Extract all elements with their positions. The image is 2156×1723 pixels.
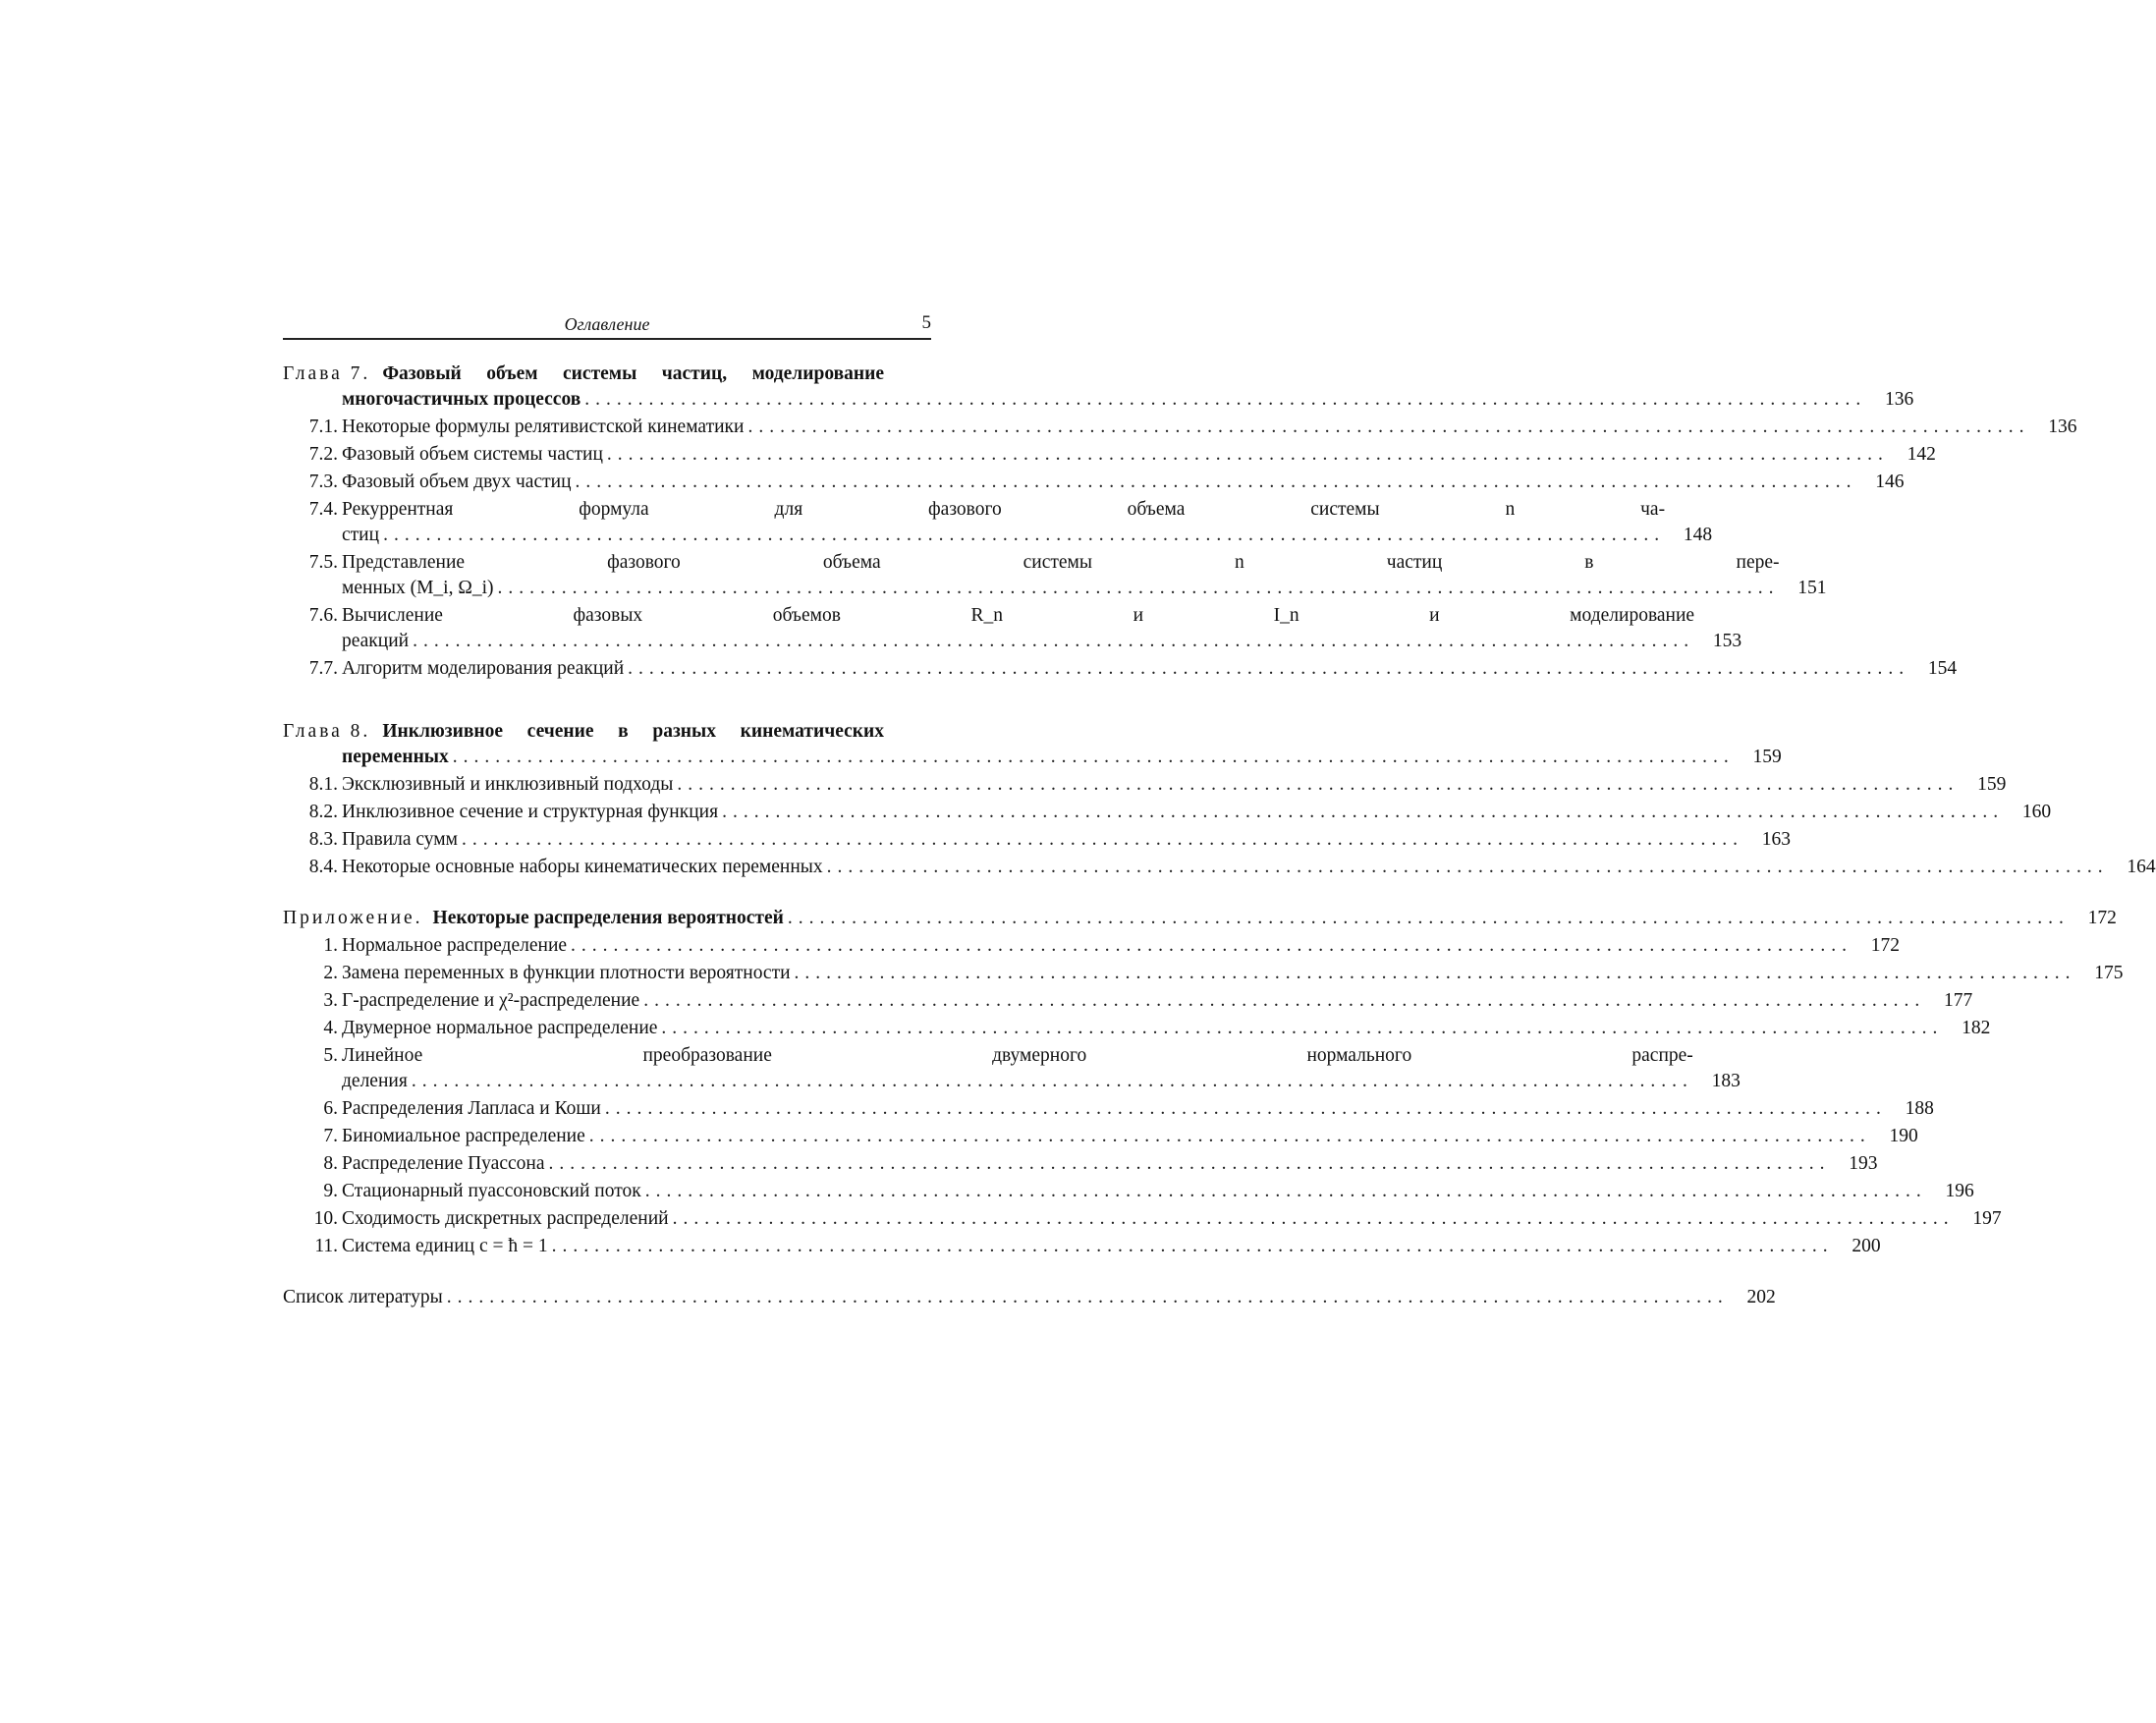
- leader-dots: ........................................................................................................................: [604, 1098, 1887, 1119]
- page-ref: 164: [2127, 857, 2156, 877]
- toc-section[interactable]: [283, 800, 2052, 825]
- section-title: Инклюзивное сечение и структурная функция: [342, 802, 719, 822]
- section-title: Стационарный пуассоновский поток: [342, 1181, 641, 1201]
- page-ref: 182: [1962, 1018, 1991, 1038]
- section-title: Линейное преобразование двумерного нормального распре-: [342, 1045, 1693, 1066]
- section-number: 1.: [323, 935, 338, 956]
- leader-dots: ........................................................................................................................: [571, 935, 1853, 956]
- leader-dots: ........................................................................................................................: [452, 747, 1735, 767]
- toc-section[interactable]: [283, 933, 1901, 959]
- section-number: 7.2.: [308, 444, 338, 465]
- appendix-label: Приложение.: [283, 908, 423, 928]
- page-ref: 159: [1752, 747, 1782, 767]
- section-title: реакций: [342, 631, 410, 651]
- references-title: Список литературы: [283, 1287, 443, 1307]
- section-number: 6.: [323, 1098, 338, 1119]
- page-ref: 146: [1875, 472, 1905, 492]
- chapter-title: Фазовый объем системы частиц, моделирование: [382, 363, 884, 384]
- section-number: 10.: [313, 1208, 338, 1229]
- leader-dots: ........................................................................................................................: [497, 578, 1780, 598]
- leader-dots: ........................................................................................................................: [747, 417, 2030, 437]
- page-ref: 177: [1943, 990, 1973, 1011]
- section-number: 8.3.: [308, 829, 338, 850]
- leader-dots: ........................................................................................................................: [787, 908, 2070, 928]
- section-number: 4.: [323, 1018, 338, 1038]
- section-title: Замена переменных в функции плотности вероятности: [342, 963, 791, 983]
- leader-dots: ........................................................................................................................: [548, 1153, 1831, 1174]
- page-ref: 148: [1683, 525, 1713, 545]
- page-ref: 172: [2087, 908, 2117, 928]
- section-number: 7.: [323, 1126, 338, 1146]
- section-title: Г-распределение и χ²-распределение: [342, 990, 640, 1011]
- section-title: Представление фазового объема системы n частиц в пере-: [342, 552, 1780, 573]
- toc-section[interactable]: [283, 1234, 1881, 1259]
- toc-section[interactable]: [283, 772, 2007, 798]
- leader-dots: ........................................................................................................................: [413, 631, 1695, 651]
- section-title: Распределение Пуассона: [342, 1153, 545, 1174]
- leader-dots: ........................................................................................................................: [722, 802, 2005, 822]
- section-number: 2.: [323, 963, 338, 983]
- leader-dots: ........................................................................................................................: [677, 774, 1960, 795]
- leader-dots: ........................................................................................................................: [672, 1208, 1955, 1229]
- toc-section[interactable]: [283, 1151, 1878, 1177]
- appendix-title: Некоторые распределения вероятностей: [432, 908, 784, 928]
- section-title: Правила сумм: [342, 829, 458, 850]
- section-number: 7.7.: [308, 658, 338, 679]
- leader-dots: ........................................................................................................................: [794, 963, 2076, 983]
- page-ref: 153: [1712, 631, 1742, 651]
- section-number: 8.4.: [308, 857, 338, 877]
- page-ref: 200: [1852, 1236, 1881, 1256]
- section-number: 7.1.: [308, 417, 338, 437]
- section-title: Система единиц c = ħ = 1: [342, 1236, 548, 1256]
- section-title: Эксклюзивный и инклюзивный подходы: [342, 774, 674, 795]
- chapter-title: переменных: [342, 747, 449, 767]
- leader-dots: ........................................................................................................................: [826, 857, 2109, 877]
- chapter-title: многочастичных процессов: [342, 389, 581, 410]
- toc-section[interactable]: [283, 1016, 1991, 1041]
- table-of-contents: [283, 361, 2156, 1312]
- chapter-label: Глава 8.: [283, 721, 371, 742]
- chapter-7-entry[interactable]: [283, 361, 1914, 413]
- section-title: Вычисление фазовых объемов R_n и I_n и моделирование: [342, 605, 1695, 626]
- section-title: Нормальное распределение: [342, 935, 568, 956]
- leader-dots: ........................................................................................................................: [383, 525, 1666, 545]
- section-number: 7.5.: [308, 552, 338, 573]
- section-title: деления: [342, 1071, 408, 1091]
- leader-dots: ........................................................................................................................: [644, 1181, 1927, 1201]
- running-header: [283, 312, 931, 340]
- section-number: 5.: [323, 1045, 338, 1066]
- page-ref: 202: [1746, 1287, 1776, 1307]
- page-ref: 190: [1889, 1126, 1918, 1146]
- toc-section[interactable]: [283, 497, 1713, 548]
- page-ref: 142: [1907, 444, 1936, 465]
- page-ref: 136: [2048, 417, 2077, 437]
- references-entry[interactable]: [283, 1285, 1776, 1310]
- page-ref: 172: [1870, 935, 1901, 956]
- page-ref: 151: [1797, 578, 1827, 598]
- toc-section[interactable]: [283, 1043, 1741, 1094]
- section-number: 8.1.: [308, 774, 338, 795]
- toc-section[interactable]: [283, 1124, 1918, 1149]
- section-number: 7.4.: [308, 499, 338, 520]
- leader-dots: ........................................................................................................................: [643, 990, 1926, 1011]
- leader-dots: ........................................................................................................................: [461, 829, 1743, 850]
- section-title: Некоторые формулы релятивистской кинематики: [342, 417, 745, 437]
- page-ref: 188: [1905, 1098, 1934, 1119]
- leader-dots: ........................................................................................................................: [584, 389, 1867, 410]
- section-title: Алгоритм моделирования реакций: [342, 658, 625, 679]
- leader-dots: ........................................................................................................................: [411, 1071, 1693, 1091]
- page-ref: 196: [1945, 1181, 1974, 1201]
- section-title: Распределения Лапласа и Коши: [342, 1098, 601, 1119]
- toc-section[interactable]: [283, 855, 2156, 880]
- section-number: 11.: [314, 1236, 338, 1256]
- section-title: Двумерное нормальное распределение: [342, 1018, 658, 1038]
- page-ref: 183: [1711, 1071, 1741, 1091]
- section-title: Сходимость дискретных распределений: [342, 1208, 669, 1229]
- toc-section[interactable]: [283, 1096, 1934, 1122]
- toc-section[interactable]: [283, 1179, 1974, 1204]
- leader-dots: ........................................................................................................................: [575, 472, 1857, 492]
- toc-section[interactable]: [283, 415, 2077, 440]
- leader-dots: ........................................................................................................................: [588, 1126, 1871, 1146]
- section-number: 7.6.: [308, 605, 338, 626]
- section-number: 8.: [323, 1153, 338, 1174]
- toc-section[interactable]: [283, 827, 1791, 853]
- toc-section[interactable]: [283, 603, 1742, 654]
- section-number: 7.3.: [308, 472, 338, 492]
- section-title: Фазовый объем системы частиц: [342, 444, 603, 465]
- section-title: менных (M_i, Ω_i): [342, 578, 494, 598]
- appendix-entry[interactable]: [283, 906, 2117, 931]
- toc-section[interactable]: [283, 961, 2124, 986]
- toc-section[interactable]: [283, 1206, 2002, 1232]
- section-number: 3.: [323, 990, 338, 1011]
- toc-section[interactable]: [283, 550, 1827, 601]
- chapter-title: Инклюзивное сечение в разных кинематических: [382, 721, 884, 742]
- section-title: Некоторые основные наборы кинематических переменных: [342, 857, 823, 877]
- chapter-8-entry[interactable]: [283, 719, 1782, 770]
- toc-section[interactable]: [283, 470, 1905, 495]
- page-ref: 193: [1849, 1153, 1878, 1174]
- section-number: 9.: [323, 1181, 338, 1201]
- leader-dots: ........................................................................................................................: [661, 1018, 1944, 1038]
- section-title: Биномиальное распределение: [342, 1126, 585, 1146]
- page-ref: 136: [1885, 389, 1914, 410]
- leader-dots: ........................................................................................................................: [551, 1236, 1834, 1256]
- page-ref: 163: [1761, 829, 1791, 850]
- leader-dots: ........................................................................................................................: [606, 444, 1889, 465]
- page-ref: 159: [1977, 774, 2007, 795]
- leader-dots: ........................................................................................................................: [446, 1287, 1729, 1307]
- page-ref: 154: [1927, 658, 1958, 679]
- section-title: Фазовый объем двух частиц: [342, 472, 572, 492]
- page-ref: 175: [2094, 963, 2124, 983]
- section-title: стиц: [342, 525, 380, 545]
- section-number: 8.2.: [308, 802, 338, 822]
- chapter-label: Глава 7.: [283, 363, 371, 384]
- toc-section[interactable]: [283, 656, 1958, 682]
- toc-section[interactable]: [283, 988, 1973, 1014]
- toc-section[interactable]: [283, 442, 1936, 468]
- leader-dots: ........................................................................................................................: [628, 658, 1910, 679]
- section-title: Рекуррентная формула для фазового объема системы n ча-: [342, 499, 1666, 520]
- page-ref: 197: [1972, 1208, 2002, 1229]
- running-title: Оглавление: [564, 314, 650, 334]
- page-number: 5: [921, 312, 931, 333]
- page-ref: 160: [2021, 802, 2052, 822]
